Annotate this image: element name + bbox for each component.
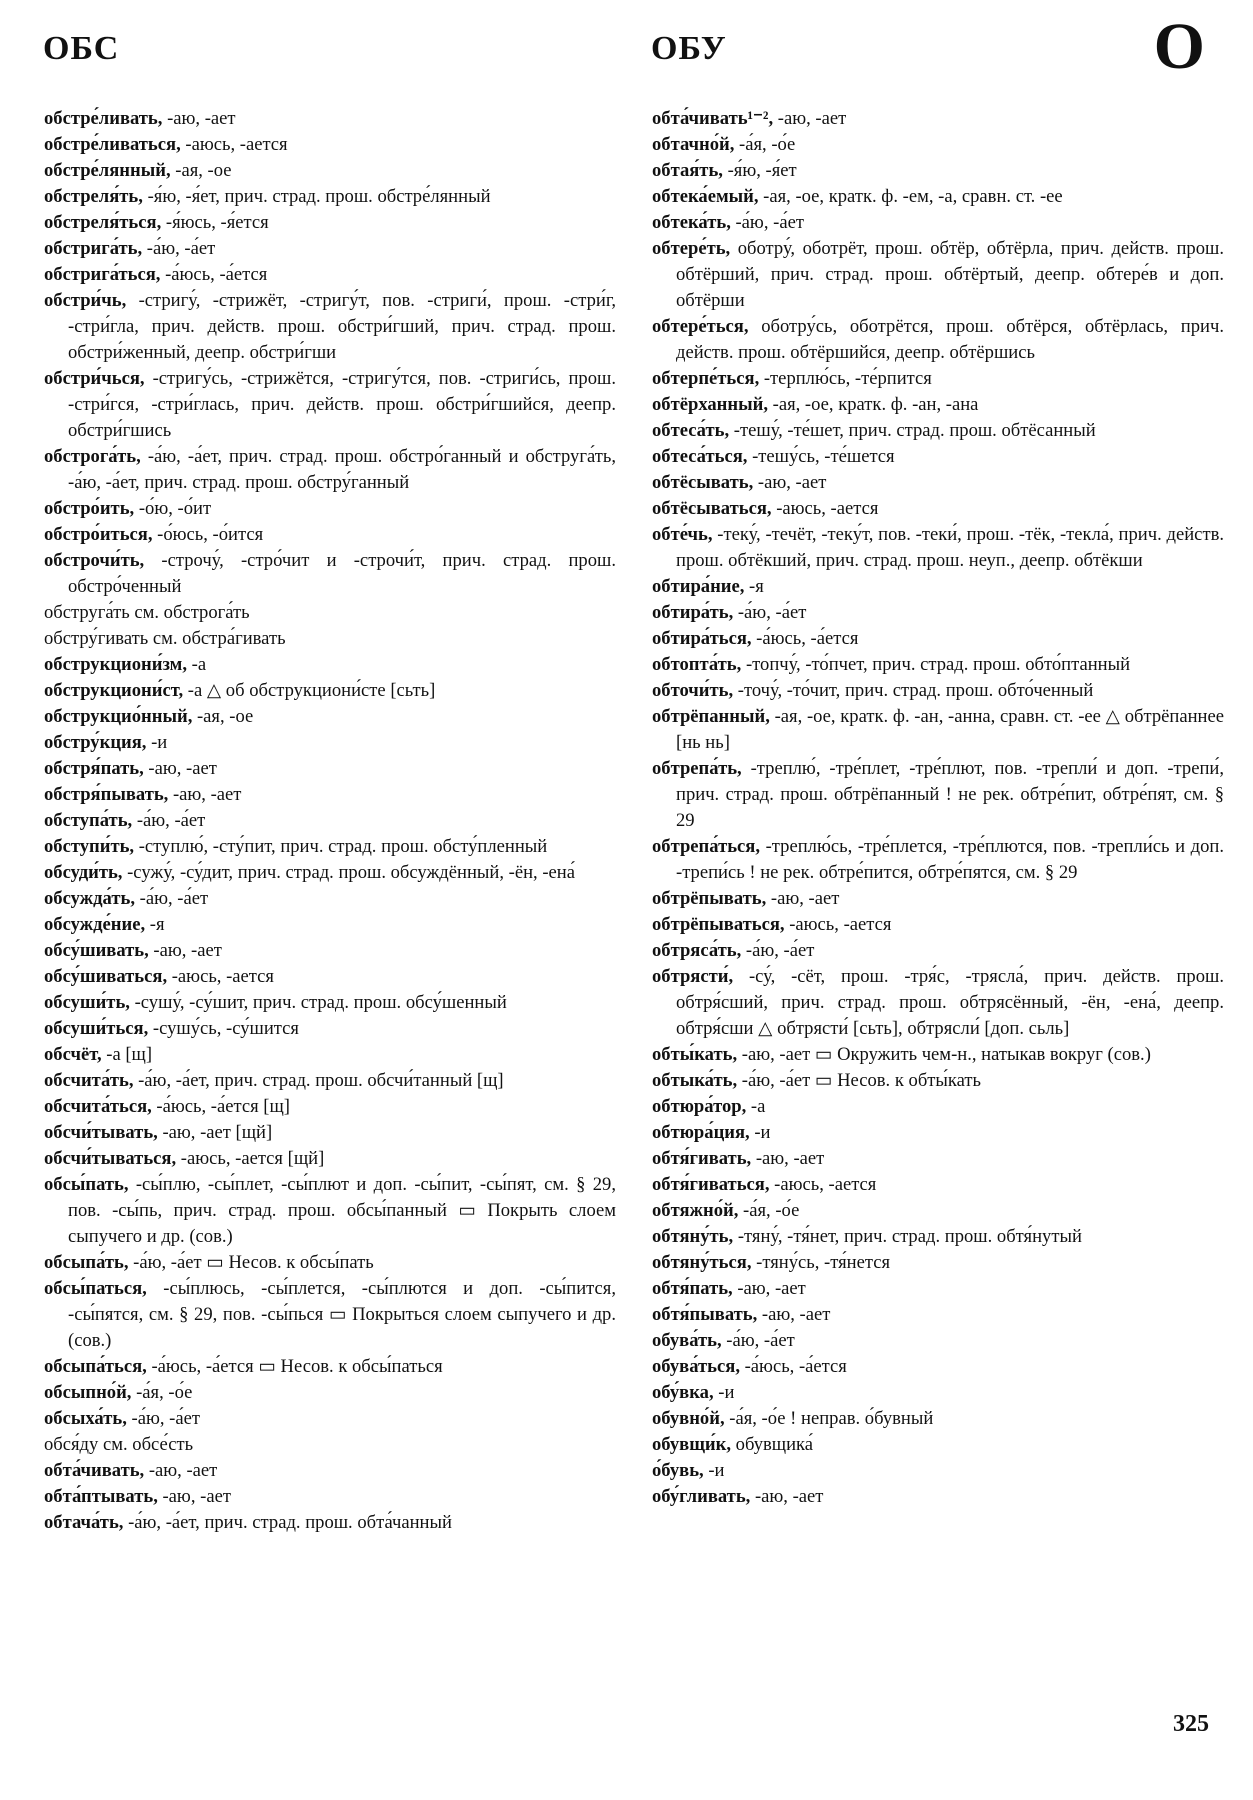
entry-text: -точу́, -то́чит, прич. страд. прош. обто́ченный (733, 680, 1094, 701)
dictionary-entry (652, 1120, 1224, 1146)
dictionary-entry (652, 1146, 1224, 1172)
headword: обсу́шиваться, (44, 966, 168, 987)
headword: обсуши́ть, (44, 992, 130, 1013)
entry-text: -аюсь, -ается (180, 134, 288, 155)
headword: обу́гливать, (652, 1486, 751, 1507)
headword: обтека́ть, (652, 212, 731, 233)
entry-text: -тешу́, -те́шет, прич. страд. прош. обтёсанный (729, 420, 1096, 441)
headword: обструкциони́ст, (44, 680, 184, 701)
entry-text: -аю, -ает ▭ Окружить чем-н., натыкав вокруг (сов.) (737, 1044, 1151, 1065)
headword: обты́кать, (652, 1044, 738, 1065)
dictionary-entry (44, 990, 616, 1016)
entry-text: -я (744, 576, 764, 597)
entry-text: -а́ю, -а́ет (126, 1408, 200, 1429)
headword: обтрёпывать, (652, 888, 767, 909)
dictionary-entry (652, 912, 1224, 938)
entry-text: оботру́сь, оботрётся, прош. обтёрся, обтёрлась, прич. действ. прош. обтёршийся, деепр. обтёршись (676, 316, 1224, 363)
headword: обтёсывать, (652, 472, 754, 493)
headword: обтюра́тор, (652, 1096, 747, 1117)
entry-text: -аю, -ает (757, 1304, 831, 1325)
entry-text: -аюсь, -ается (784, 914, 892, 935)
dictionary-entry (44, 704, 616, 730)
dictionary-entry (44, 444, 616, 496)
entry-text: -сы́плюсь, -сы́плется, -сы́плются и доп. -сы́пится, -сы́пятся, см. § 29, пов. -сы́пься ▭ Покрыться слоем сыпучего и др. (сов.) (68, 1278, 616, 1351)
headword: обстрига́ться, (44, 264, 161, 285)
entry-text: -аю, -ает (143, 758, 217, 779)
dictionary-entry (44, 1146, 616, 1172)
left-column (44, 106, 616, 1536)
dictionary-entry (652, 834, 1224, 886)
dictionary-entry (44, 288, 616, 366)
dictionary-entry (652, 158, 1224, 184)
dictionary-entry (652, 1224, 1224, 1250)
headword: обтряса́ть, (652, 940, 742, 961)
entry-text: -терплю́сь, -те́рпится (759, 368, 932, 389)
dictionary-entry (44, 964, 616, 990)
headword: обтопта́ть, (652, 654, 742, 675)
headword: обтира́ться, (652, 628, 752, 649)
dictionary-entry (44, 808, 616, 834)
headword: обстрига́ть, (44, 238, 143, 259)
dictionary-entry (652, 236, 1224, 314)
headword: обсужда́ть, (44, 888, 135, 909)
headword: обтя́гивать, (652, 1148, 752, 1169)
headword: обсы́пать, (44, 1174, 129, 1195)
headword: обсчи́тывать, (44, 1122, 158, 1143)
headword: обтыка́ть, (652, 1070, 738, 1091)
entry-text: -аю, -ает (148, 940, 222, 961)
headword: обтя́гиваться, (652, 1174, 770, 1195)
headword: обтеса́ть, (652, 420, 730, 441)
headword: обструкциони́зм, (44, 654, 187, 675)
dictionary-entry (44, 1432, 616, 1458)
entry-text: -а́ю, -а́ет (721, 1330, 795, 1351)
dictionary-entry (652, 418, 1224, 444)
headword: обсу́шивать, (44, 940, 149, 961)
dictionary-entry (652, 392, 1224, 418)
entry-text: -аю, -ает (753, 472, 827, 493)
headword: обсыпа́ть, (44, 1252, 129, 1273)
dictionary-entry (652, 1042, 1224, 1068)
dictionary-entry (44, 1172, 616, 1250)
entry-text: -ступлю́, -сту́пит, прич. страд. прош. обсту́пленный (134, 836, 548, 857)
headword: обстрочи́ть, (44, 550, 145, 571)
entry-text: -а́ю, -а́ет (741, 940, 815, 961)
entry-text: -а́я, -о́е ! неправ. о́бувный (724, 1408, 934, 1429)
entry-text: -а́ю, -а́ет (134, 888, 209, 909)
headword: обтая́ть, (652, 160, 723, 181)
headword: обтёсываться, (652, 498, 772, 519)
entry-text: -аю, -ает (144, 1460, 218, 1481)
dictionary-entry (652, 1328, 1224, 1354)
headword: обтя́пывать, (652, 1304, 758, 1325)
headword: обува́ться, (652, 1356, 740, 1377)
entry-text: -аю, -ает (157, 1486, 231, 1507)
headword: обсыха́ть, (44, 1408, 127, 1429)
entry-text: -аю, -ает (750, 1486, 824, 1507)
dictionary-entry (44, 1250, 616, 1276)
dictionary-entry (44, 1042, 616, 1068)
headword: обсыпа́ться, (44, 1356, 147, 1377)
headword: обувно́й, (652, 1408, 725, 1429)
dictionary-entry (44, 782, 616, 808)
dictionary-entry (44, 730, 616, 756)
entry-text: -су́, -сёт, прош. -тря́с, -трясла́, прич. действ. прош. обтря́сший, прич. страд. прош. обтрясённый, -ён, -ена́, деепр. обтря́сши △ обтрясти́ [сьть], обтрясли́ [доп. сьль] (676, 966, 1224, 1039)
entry-text: -аю, -ает (168, 784, 242, 805)
page-number: 325 (1173, 1711, 1209, 1737)
entry-text: -строчу́, -стро́чит и -строчи́т, прич. страд. прош. обстро́ченный (68, 550, 616, 597)
dictionary-entry (652, 964, 1224, 1042)
headword: обта́чивать, (44, 1460, 145, 1481)
entry-text: -а (746, 1096, 766, 1117)
running-head-left: ОБС (43, 30, 120, 67)
dictionary-entry (44, 1276, 616, 1354)
entry-text: -треплю́сь, -тре́плется, -тре́плются, пов. -трепли́сь и доп. -трепи́сь ! не рек. обтре́пится, обтре́пятся, см. § 29 (676, 836, 1224, 883)
dictionary-entry (652, 1198, 1224, 1224)
headword: обсчита́ться, (44, 1096, 152, 1117)
dictionary-entry (44, 236, 616, 262)
dictionary-entry (44, 860, 616, 886)
entry-text: -аюсь, -ается (167, 966, 274, 987)
entry-text: -треплю́, -тре́плет, -тре́плют, пов. -трепли́ и доп. -трепи́, прич. страд. прош. обтрёпанный ! не рек. обтре́пит, обтре́пят, см. § 29 (676, 758, 1224, 831)
headword: обстре́ливаться, (44, 134, 181, 155)
entry-text: -аю, -ает (162, 108, 236, 129)
entry-text: -аю, -ает (766, 888, 840, 909)
headword: обтачно́й, (652, 134, 735, 155)
headword: обступа́ть, (44, 810, 133, 831)
dictionary-entry (652, 1354, 1224, 1380)
dictionary-entry (652, 470, 1224, 496)
dictionary-entry (44, 678, 616, 704)
dictionary-entry (44, 522, 616, 548)
headword: обсуди́ть, (44, 862, 123, 883)
dictionary-entry (44, 1380, 616, 1406)
dictionary-entry (44, 938, 616, 964)
headword: обтюра́ция, (652, 1122, 750, 1143)
entry-text: -я (145, 914, 165, 935)
entry-text: -а́ю, -а́ет (730, 212, 804, 233)
entry-text: обся́ду см. обсе́сть (44, 1434, 194, 1455)
dictionary-entry (652, 1276, 1224, 1302)
headword: обтяну́ться, (652, 1252, 752, 1273)
headword: обтя́пать, (652, 1278, 733, 1299)
dictionary-entry (652, 1068, 1224, 1094)
entry-text: -ая, -ое, кратк. ф. -ан, -анна, сравн. ст. -ее △ обтрёпаннее [нь нь] (676, 706, 1224, 753)
entry-text: -сушу́сь, -су́шится (148, 1018, 299, 1039)
headword: обстри́чься, (44, 368, 145, 389)
dictionary-entry (652, 1432, 1224, 1458)
entry-text: -я́ю, -я́ет (722, 160, 797, 181)
headword: обстри́чь, (44, 290, 127, 311)
entry-text: -а́юсь, -а́ется [щ] (151, 1096, 290, 1117)
entry-text: -а △ об обструкциони́сте [сьть] (183, 680, 436, 701)
entry-text: -сы́плю, -сы́плет, -сы́плют и доп. -сы́пит, -сы́пят, см. § 29, пов. -сы́пь, прич. страд. прош. обсы́панный ▭ Покрыть слоем сыпучего и др. (сов.) (68, 1174, 616, 1247)
dictionary-entry (652, 574, 1224, 600)
dictionary-entry (652, 938, 1224, 964)
headword: обстро́ить, (44, 498, 135, 519)
dictionary-entry (44, 548, 616, 600)
entry-text: -а́ю, -а́ет (132, 810, 206, 831)
entry-text: -а́я, -о́е (734, 134, 796, 155)
right-column (652, 106, 1224, 1510)
entry-text: -сушу́, -су́шит, прич. страд. прош. обсу́шенный (129, 992, 507, 1013)
entry-text: -аю, -ает (773, 108, 847, 129)
entry-text: -аю, -ает (751, 1148, 825, 1169)
entry-text: -а́юсь, -а́ется (751, 628, 859, 649)
entry-text: -тяну́, -тя́нет, прич. страд. прош. обтя́нутый (733, 1226, 1082, 1247)
headword: обсужде́ние, (44, 914, 146, 935)
dictionary-entry (44, 1016, 616, 1042)
headword: обстрога́ть, (44, 446, 141, 467)
entry-text: -и (749, 1122, 771, 1143)
entry-text: -а́я, -о́е (738, 1200, 800, 1221)
dictionary-entry (652, 652, 1224, 678)
headword: обстря́пать, (44, 758, 144, 779)
entry-text: -а́юсь, -а́ется (160, 264, 268, 285)
headword: обстря́пывать, (44, 784, 169, 805)
headword: обтере́ть, (652, 238, 731, 259)
entry-text: -и (146, 732, 168, 753)
dictionary-entry (44, 652, 616, 678)
dictionary-entry (44, 210, 616, 236)
entry-text: -о́юсь, -о́ится (152, 524, 264, 545)
entry-text: -а́ю, -а́ет, прич. страд. прош. обсчи́танный [щ] (133, 1070, 504, 1091)
entry-text: -о́ю, -о́ит (134, 498, 212, 519)
dictionary-entry (44, 626, 616, 652)
entry-text: -стригу́сь, -стрижётся, -стригу́тся, пов. -стриги́сь, прош. -стри́гся, -стри́глась, прич. действ. прош. обстри́гшийся, деепр. обстри́гшись (68, 368, 616, 441)
dictionary-entry (652, 132, 1224, 158)
headword: обстру́кция, (44, 732, 147, 753)
headword: обтрёпанный, (652, 706, 770, 727)
dictionary-entry (652, 1406, 1224, 1432)
dictionary-entry (652, 600, 1224, 626)
headword: обсчи́тываться, (44, 1148, 177, 1169)
entry-text: обструга́ть см. обстрога́ть (44, 602, 250, 623)
headword: обтира́ние, (652, 576, 745, 597)
dictionary-entry (652, 1172, 1224, 1198)
dictionary-entry (652, 210, 1224, 236)
headword: обсчита́ть, (44, 1070, 134, 1091)
dictionary-entry (44, 1120, 616, 1146)
headword: обсы́паться, (44, 1278, 147, 1299)
entry-text: -аю, -ает (732, 1278, 806, 1299)
dictionary-entry (652, 756, 1224, 834)
dictionary-entry (652, 678, 1224, 704)
dictionary-entry (44, 1484, 616, 1510)
headword: обтрепа́ться, (652, 836, 761, 857)
section-letter: О (1153, 10, 1205, 83)
headword: обстро́иться, (44, 524, 153, 545)
dictionary-entry (44, 158, 616, 184)
headword: обстре́ливать, (44, 108, 163, 129)
headword: обу́вка, (652, 1382, 714, 1403)
entry-text: -аюсь, -ается [щй] (176, 1148, 325, 1169)
headword: обувщи́к, (652, 1434, 731, 1455)
dictionary-entry (652, 184, 1224, 210)
headword: обтере́ться, (652, 316, 749, 337)
dictionary-entry (44, 184, 616, 210)
running-head-center: ОБУ (651, 30, 727, 67)
dictionary-entry (44, 496, 616, 522)
dictionary-entry (44, 132, 616, 158)
entry-text: -тешу́сь, -те́шется (747, 446, 895, 467)
entry-text: обувщика́ (731, 1434, 814, 1455)
headword: обтрясти́, (652, 966, 734, 987)
dictionary-entry (652, 496, 1224, 522)
dictionary-entry (652, 1458, 1224, 1484)
entry-text: -сужу́, -су́дит, прич. страд. прош. обсуждённый, -ён, -ена́ (122, 862, 575, 883)
entry-text: -а́ю, -а́ет, прич. страд. прош. обстро́ганный и обструга́ть, -а́ю, -а́ет, прич. страд. прош. обстру́ганный (68, 446, 616, 493)
dictionary-entry (652, 1484, 1224, 1510)
dictionary-entry (44, 1510, 616, 1536)
entry-text: -а́юсь, -а́ется ▭ Несов. к обсы́паться (146, 1356, 443, 1377)
headword: обта́чивать¹⁻², (652, 108, 774, 129)
dictionary-entry (44, 912, 616, 938)
headword: обта́птывать, (44, 1486, 158, 1507)
entry-text: -я́юсь, -я́ется (161, 212, 269, 233)
entry-text: обстру́гивать см. обстра́гивать (44, 628, 286, 649)
entry-text: -а (187, 654, 207, 675)
headword: обтеса́ться, (652, 446, 748, 467)
entry-text: -а́я, -о́е (131, 1382, 193, 1403)
entry-text: -а́юсь, -а́ется (739, 1356, 847, 1377)
dictionary-entry (652, 522, 1224, 574)
entry-text: -аюсь, -ается (769, 1174, 877, 1195)
dictionary-entry (652, 626, 1224, 652)
dictionary-entry (652, 444, 1224, 470)
headword: обтека́емый, (652, 186, 759, 207)
headword: обстреля́ться, (44, 212, 162, 233)
entry-text: -и (713, 1382, 735, 1403)
entry-text: -а́ю, -а́ет (733, 602, 807, 623)
dictionary-entry (44, 886, 616, 912)
headword: обува́ть, (652, 1330, 722, 1351)
headword: обступи́ть, (44, 836, 135, 857)
dictionary-entry (44, 1068, 616, 1094)
dictionary-entry (652, 106, 1224, 132)
headword: обсчёт, (44, 1044, 102, 1065)
dictionary-entry (44, 366, 616, 444)
headword: обтяну́ть, (652, 1226, 734, 1247)
entry-text: -ая, -ое, кратк. ф. -ем, -а, сравн. ст. -ее (758, 186, 1063, 207)
dictionary-entry (44, 834, 616, 860)
headword: обструкцио́нный, (44, 706, 193, 727)
entry-text: оботру́, оботрёт, прош. обтёр, обтёрла, прич. действ. прош. обтёрший, прич. страд. прош. обтёртый, деепр. обтере́в и доп. обтёрши (676, 238, 1224, 311)
headword: обсыпно́й, (44, 1382, 132, 1403)
entry-text: -аю, -ает [щй] (157, 1122, 273, 1143)
dictionary-entry (652, 314, 1224, 366)
headword: обтрёпываться, (652, 914, 785, 935)
entry-text: -ая, -ое, кратк. ф. -ан, -ана (767, 394, 979, 415)
entry-text: -а́ю, -а́ет ▭ Несов. к обты́кать (737, 1070, 982, 1091)
dictionary-entry (44, 262, 616, 288)
headword: обточи́ть, (652, 680, 734, 701)
headword: обстре́лянный, (44, 160, 171, 181)
dictionary-entry (652, 1094, 1224, 1120)
entry-text: -а [щ] (101, 1044, 153, 1065)
dictionary-entry (44, 106, 616, 132)
dictionary-entry (652, 1302, 1224, 1328)
dictionary-entry (44, 1094, 616, 1120)
headword: обтерпе́ться, (652, 368, 760, 389)
dictionary-entry (652, 704, 1224, 756)
dictionary-entry (44, 1354, 616, 1380)
headword: обте́чь, (652, 524, 713, 545)
dictionary-entry (652, 886, 1224, 912)
entry-text: -и (703, 1460, 725, 1481)
dictionary-entry (44, 756, 616, 782)
entry-text: -ая, -ое (192, 706, 254, 727)
dictionary-entry (652, 366, 1224, 392)
dictionary-entry (652, 1250, 1224, 1276)
entry-text: -тяну́сь, -тя́нется (751, 1252, 891, 1273)
headword: обтира́ть, (652, 602, 734, 623)
headword: обтяжно́й, (652, 1200, 739, 1221)
headword: обтача́ть, (44, 1512, 124, 1533)
entry-text: -стригу́, -стрижёт, -стригу́т, пов. -стриги́, прош. -стри́г, -стри́гла, прич. действ. прош. обстри́гший, прич. страд. прош. обстри́женный, деепр. обстри́гши (68, 290, 616, 363)
headword: обсуши́ться, (44, 1018, 149, 1039)
dictionary-entry (44, 1406, 616, 1432)
entry-text: -а́ю, -а́ет, прич. страд. прош. обта́чанный (123, 1512, 452, 1533)
dictionary-entry (44, 600, 616, 626)
entry-text: -а́ю, -а́ет (142, 238, 216, 259)
entry-text: -топчу́, -то́пчет, прич. страд. прош. обто́птанный (741, 654, 1131, 675)
headword: о́бувь, (652, 1460, 704, 1481)
headword: обтрепа́ть, (652, 758, 742, 779)
entry-text: -а́ю, -а́ет ▭ Несов. к обсы́пать (128, 1252, 374, 1273)
entry-text: -ая, -ое (170, 160, 232, 181)
entry-text: -аюсь, -ается (771, 498, 879, 519)
headword: обтёрханный, (652, 394, 768, 415)
dictionary-entry (44, 1458, 616, 1484)
dictionary-entry (652, 1380, 1224, 1406)
entry-text: -я́ю, -я́ет, прич. страд. прош. обстре́лянный (142, 186, 491, 207)
entry-text: -теку́, -течёт, -теку́т, пов. -теки́, прош. -тёк, -текла́, прич. действ. прош. обтёкший, прич. страд. прош. неуп., деепр. обтёкши (676, 524, 1224, 571)
headword: обстреля́ть, (44, 186, 143, 207)
